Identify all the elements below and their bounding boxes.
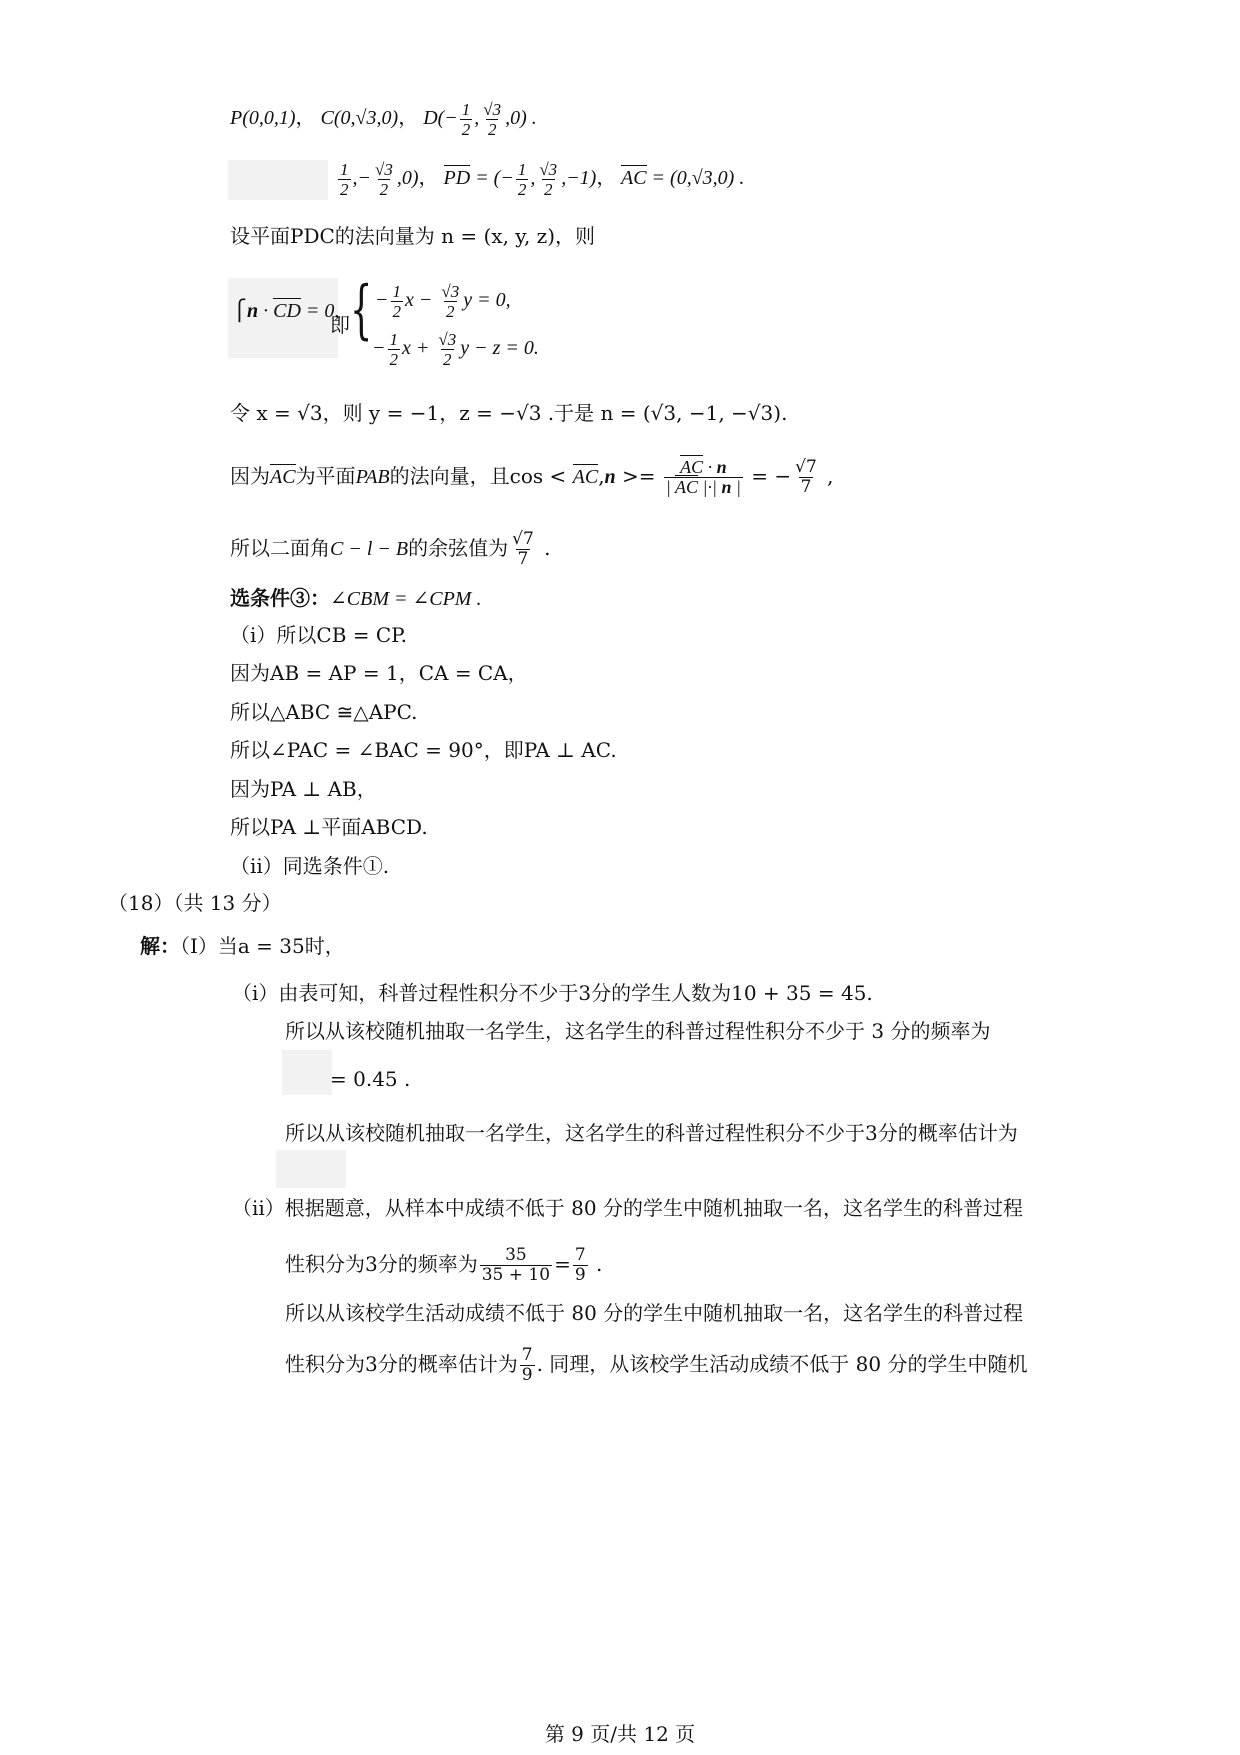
system-brace: { [350,273,373,347]
estimate-line: 性积分为3分的概率估计为 $\frac{7}{9}$ . 同理，从该校学生活动成绩不低于 80 分的学生中随机 [285,1345,1028,1385]
faded-region [228,160,328,200]
step-i-line: （ⅰ）所以CB = CP. [230,623,407,647]
frequency-value-line: = 0.45 . [330,1067,411,1091]
condition-3-label: 选条件③： [230,586,330,610]
plane-line: 所以PA ⊥平面ABCD. [230,815,428,839]
frequency-text-line: 所以从该校随机抽取一名学生，这名学生的科普过程性积分不少于 3 分的频率为 [285,1019,991,1043]
congruent-line: 所以△ABC ≅△APC. [230,700,418,724]
system-connector: 即 [330,313,350,337]
faded-region [282,1050,332,1095]
system-equation-1: − $\frac{1}{2}$ x − $\frac{√3}{2}$ y = 0, [375,282,511,321]
condition-3-text: ∠CBM = ∠CPM . [330,588,482,610]
activity-text-line: 所以从该校学生活动成绩不低于 80 分的学生中随机抽取一名，这名学生的科普过程 [285,1301,1024,1325]
part-ii-line: （ⅱ）根据题意，从样本中成绩不低于 80 分的学生中随机抽取一名，这名学生的科普过程 [232,1196,1023,1220]
condition-3-line [230,585,481,612]
page-footer: 第 9 页/共 12 页 [544,1722,696,1746]
perpendicular-line: 因为PA ⊥ AB， [230,777,377,801]
problem-18-heading: （18）（共 13 分） [108,891,282,915]
system-equation-2: − $\frac{1}{2}$ x + $\frac{√3}{2}$ y − z = 0. [372,330,539,369]
coordinates-line: P(0,0,1)， C(0,√3,0)， D(− $\frac{1}{2}$ , $\frac{√3}{2}$ ,0) . [230,100,537,139]
angle-line: 所以∠PAC = ∠BAC = 90°，即PA ⊥ AC. [230,738,617,762]
system-left-condition: ⎧n · CD = 0, [232,300,340,322]
ab-ap-line: 因为AB = AP = 1，CA = CA， [230,661,528,685]
count-line: （ⅰ）由表可知，科普过程性积分不少于3分的学生人数为10 + 35 = 45. [232,981,873,1005]
dihedral-line: 所以二面角C − l − B的余弦值为 $\frac{√7}{7}$ . [230,529,551,569]
step-ii-line: （ⅱ）同选条件①. [230,854,390,878]
faded-region [276,1150,346,1188]
part-i-text: （Ⅰ）当a = 35时， [180,934,345,958]
part-i-line [140,933,345,959]
ratio-line: 性积分为3分的频率为 $\frac{35}{35 + 10}$ = $\frac{7}{9}$ . [285,1245,603,1285]
probability-text-line: 所以从该校随机抽取一名学生，这名学生的科普过程性积分不少于3分的概率估计为 [285,1121,1018,1145]
solution-line: 令 x = √3，则 y = −1，z = −√3 .于是 n = (√3, −1, −√3). [230,401,788,425]
normal-vector-line: 设平面PDC的法向量为 n = (x, y, z)，则 [230,224,595,248]
cosine-line: 因为AC为平面PAB的法向量，且cos < AC,n >= $\frac{AC \cdot n}{| AC |\cdot| n |}$ = − $\frac{√7}{7}$ , [230,457,834,497]
vector-line: $\frac{1}{2}$ ,− $\frac{√3}{2}$ ,0)， PD = (− $\frac{1}{2}$ , $\frac{√3}{2}$ ,−1)， AC = (0,√3,0) . [340,160,745,199]
solution-label: 解： [140,934,180,958]
